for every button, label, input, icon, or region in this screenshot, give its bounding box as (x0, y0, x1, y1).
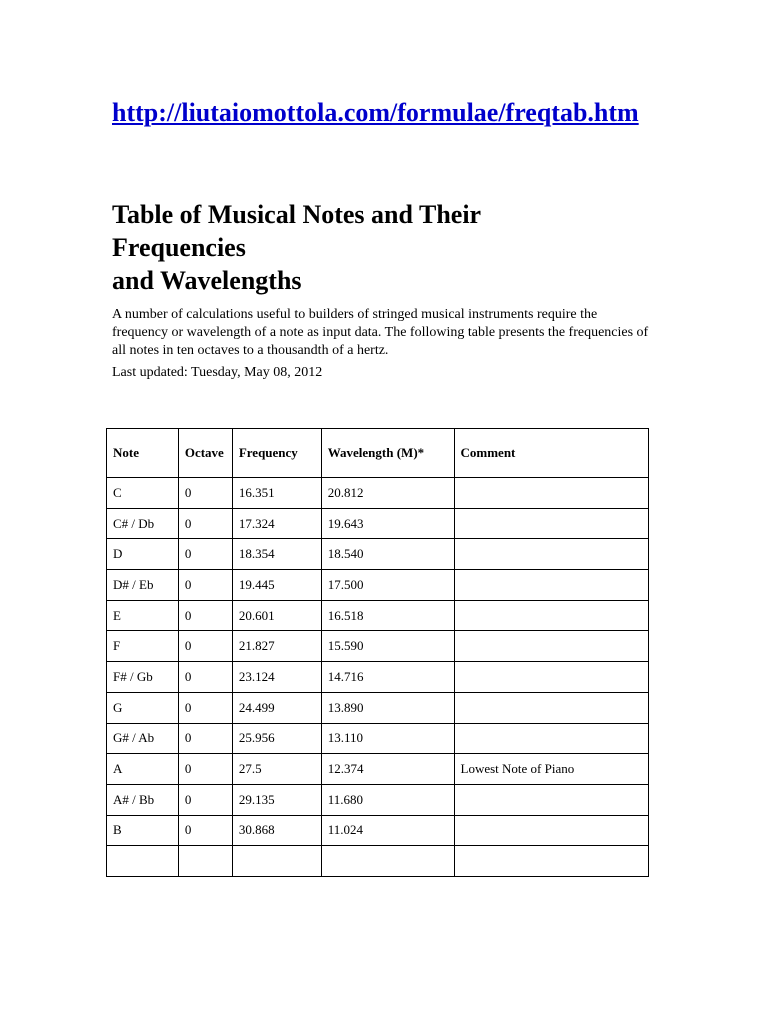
cell-octave (178, 846, 232, 877)
cell-comment (454, 539, 648, 570)
table-row (107, 631, 649, 662)
cell-comment (454, 662, 648, 693)
intro-paragraph: A number of calculations useful to builders of stringed musical instruments require the frequency or wavelength of a note as input data. The following table presents the frequencies of all notes in ten octaves to a thousandth of a hertz. (112, 307, 649, 358)
note-frequency-table (106, 428, 649, 877)
cell-octave: 0 (178, 723, 232, 754)
table-row (107, 692, 649, 723)
table-row (107, 539, 649, 570)
header-frequency: Frequency (232, 429, 321, 478)
title-line-1: Table of Musical Notes and Their (112, 200, 482, 229)
header-comment: Comment (454, 429, 648, 478)
table-row (107, 662, 649, 693)
cell-comment (454, 723, 648, 754)
cell-frequency: 23.124 (232, 662, 321, 693)
cell-comment (454, 631, 648, 662)
cell-frequency: 17.324 (232, 508, 321, 539)
cell-octave: 0 (178, 600, 232, 631)
cell-wavelength: 14.716 (321, 662, 454, 693)
cell-wavelength: 15.590 (321, 631, 454, 662)
cell-octave: 0 (178, 692, 232, 723)
cell-note: F# / Gb (107, 662, 179, 693)
table-row (107, 508, 649, 539)
cell-comment (454, 692, 648, 723)
cell-frequency: 24.499 (232, 692, 321, 723)
table-body (107, 478, 649, 877)
cell-frequency: 18.354 (232, 539, 321, 570)
cell-comment (454, 600, 648, 631)
table-row (107, 754, 649, 785)
table-row (107, 815, 649, 846)
page-title (112, 198, 652, 297)
cell-wavelength: 13.890 (321, 692, 454, 723)
title-line-3: and Wavelengths (112, 266, 302, 295)
cell-octave: 0 (178, 478, 232, 509)
cell-note: D# / Eb (107, 570, 179, 601)
cell-note: F (107, 631, 179, 662)
cell-wavelength: 20.812 (321, 478, 454, 509)
cell-frequency: 25.956 (232, 723, 321, 754)
cell-note: B (107, 815, 179, 846)
cell-note: A (107, 754, 179, 785)
table-row (107, 723, 649, 754)
cell-wavelength (321, 846, 454, 877)
cell-frequency: 16.351 (232, 478, 321, 509)
cell-octave: 0 (178, 508, 232, 539)
cell-note: C# / Db (107, 508, 179, 539)
cell-wavelength: 11.680 (321, 784, 454, 815)
cell-comment (454, 846, 648, 877)
cell-note: D (107, 539, 179, 570)
cell-octave: 0 (178, 815, 232, 846)
cell-comment (454, 508, 648, 539)
table-row (107, 478, 649, 509)
cell-comment (454, 815, 648, 846)
cell-wavelength: 19.643 (321, 508, 454, 539)
table-row (107, 784, 649, 815)
cell-comment: Lowest Note of Piano (454, 754, 648, 785)
cell-wavelength: 12.374 (321, 754, 454, 785)
cell-wavelength: 17.500 (321, 570, 454, 601)
cell-octave: 0 (178, 784, 232, 815)
cell-wavelength: 13.110 (321, 723, 454, 754)
title-line-2: Frequencies (112, 233, 246, 262)
cell-frequency: 20.601 (232, 600, 321, 631)
table-row (107, 600, 649, 631)
cell-note: E (107, 600, 179, 631)
cell-comment (454, 478, 648, 509)
header-octave: Octave (178, 429, 232, 478)
cell-note (107, 846, 179, 877)
cell-octave: 0 (178, 539, 232, 570)
cell-note: G (107, 692, 179, 723)
cell-wavelength: 18.540 (321, 539, 454, 570)
cell-frequency: 19.445 (232, 570, 321, 601)
cell-frequency: 27.5 (232, 754, 321, 785)
cell-note: G# / Ab (107, 723, 179, 754)
cell-octave: 0 (178, 570, 232, 601)
header-note: Note (107, 429, 179, 478)
source-link[interactable]: http://liutaiomottola.com/formulae/freqtab.htm (112, 98, 639, 127)
cell-octave: 0 (178, 754, 232, 785)
table-header-row (107, 429, 649, 478)
cell-frequency: 21.827 (232, 631, 321, 662)
cell-note: A# / Bb (107, 784, 179, 815)
cell-octave: 0 (178, 662, 232, 693)
last-updated-text: Last updated: Tuesday, May 08, 2012 (112, 365, 323, 380)
table-row (107, 846, 649, 877)
cell-frequency (232, 846, 321, 877)
cell-comment (454, 784, 648, 815)
cell-frequency: 30.868 (232, 815, 321, 846)
cell-wavelength: 16.518 (321, 600, 454, 631)
cell-frequency: 29.135 (232, 784, 321, 815)
table-row (107, 570, 649, 601)
cell-wavelength: 11.024 (321, 815, 454, 846)
cell-note: C (107, 478, 179, 509)
header-wavelength: Wavelength (M)* (321, 429, 454, 478)
cell-comment (454, 570, 648, 601)
cell-octave: 0 (178, 631, 232, 662)
